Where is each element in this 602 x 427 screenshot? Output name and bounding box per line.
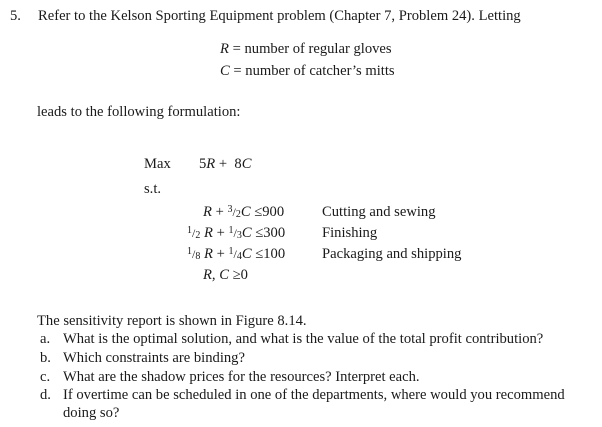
frac-den: 2 — [235, 209, 241, 220]
objective-coef-1: 5 — [199, 156, 207, 172]
constraint-coef-a: $^1$/8 — [187, 246, 201, 262]
constraint-row — [187, 247, 285, 262]
constraint-var-2: C — [241, 246, 252, 262]
constraint-var-2: C — [241, 225, 252, 241]
frac-num: 3 — [227, 204, 233, 215]
nonneg-constraint — [203, 268, 248, 283]
constraint-rhs: 100 — [263, 246, 286, 262]
problem-intro: Refer to the Kelson Sporting Equipment problem (Chapter 7, Problem 24). Letting — [38, 8, 521, 24]
constraint-rhs: 300 — [263, 225, 286, 241]
constraint-rhs: 900 — [262, 204, 285, 220]
constraint-row — [187, 226, 285, 241]
objective-function — [199, 157, 251, 172]
question-label: a. — [40, 331, 51, 347]
constraint-coef-b: $^1$/4 — [228, 246, 242, 262]
definition-eq: = — [232, 41, 241, 57]
constraint-plus: + — [215, 204, 224, 220]
frac-den: 3 — [236, 230, 242, 241]
constraint-name: Finishing — [322, 225, 378, 241]
question-text: What are the shadow prices for the resources? Interpret each. — [63, 369, 420, 385]
frac-num: 1 — [228, 225, 234, 236]
report-line: The sensitivity report is shown in Figure 8.14. — [37, 313, 307, 329]
constraint-row — [203, 205, 284, 220]
constraint-var-1: R — [204, 246, 213, 262]
nonneg-op: ≥ — [232, 267, 241, 283]
constraint-name: Cutting and sewing — [322, 204, 436, 220]
question-text-continued: doing so? — [63, 405, 120, 421]
definition-var: C — [220, 63, 230, 79]
definition-c — [220, 64, 395, 79]
problem-number: 5. — [10, 8, 21, 24]
constraint-var-1: R — [204, 225, 213, 241]
constraint-var-2: C — [240, 204, 251, 220]
constraint-coef-b: $^3$/2 — [227, 204, 241, 220]
frac-num: 1 — [228, 246, 234, 257]
nonneg-vars: R, C — [203, 267, 229, 283]
question-label: d. — [40, 387, 51, 403]
constraint-plus: + — [216, 246, 225, 262]
question-label: c. — [40, 369, 51, 385]
nonneg-rhs: 0 — [240, 267, 248, 283]
definition-text: number of catcher’s mitts — [245, 63, 395, 79]
frac-den: 8 — [195, 251, 201, 262]
constraint-name: Packaging and shipping — [322, 246, 462, 262]
objective-var-2: C — [241, 156, 252, 172]
question-text: If overtime can be scheduled in one of the departments, where would you recommend — [63, 387, 565, 403]
st-label: s.t. — [144, 181, 162, 197]
leads-text: leads to the following formulation: — [37, 104, 241, 120]
definition-var: R — [220, 41, 229, 57]
constraint-var-1: R — [203, 204, 212, 220]
constraint-op: ≤ — [255, 225, 264, 241]
definition-text: number of regular gloves — [244, 41, 392, 57]
question-text: Which constraints are binding? — [63, 350, 245, 366]
frac-den: 4 — [236, 251, 242, 262]
frac-num: 1 — [187, 246, 192, 257]
objective-plus: + — [218, 156, 228, 172]
objective-var-1: R — [206, 156, 216, 172]
frac-den: 2 — [195, 230, 201, 241]
constraint-op: ≤ — [254, 204, 263, 220]
objective-coef-2: 8 — [234, 156, 242, 172]
constraint-op: ≤ — [255, 246, 264, 262]
frac-num: 1 — [187, 225, 192, 236]
constraint-coef-a: $^1$/2 — [187, 225, 201, 241]
definition-eq: = — [233, 63, 242, 79]
question-text: What is the optimal solution, and what is the value of the total profit contribution? — [63, 331, 544, 347]
definition-r — [220, 42, 392, 57]
constraint-coef-b: $^1$/3 — [228, 225, 242, 241]
question-label: b. — [40, 350, 51, 366]
constraint-plus: + — [216, 225, 225, 241]
max-label: Max — [144, 156, 171, 172]
